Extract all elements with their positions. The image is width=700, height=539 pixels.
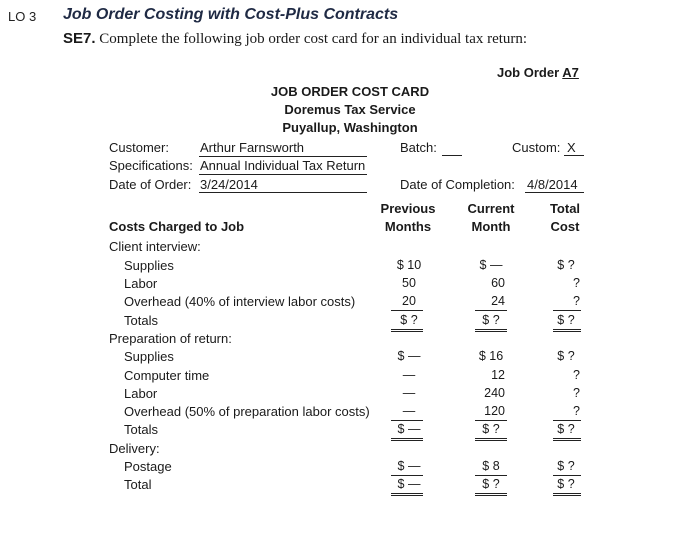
company-location: Puyallup, Washington [282, 120, 418, 135]
curr-cell: $ ? [482, 313, 500, 327]
row-label: Labor [124, 386, 158, 401]
prev-cell: 50 [402, 276, 416, 290]
customer-underline [199, 156, 367, 157]
prev-cell: — [402, 386, 416, 400]
total-cell: $ ? [557, 349, 575, 363]
exercise-instruction [63, 30, 527, 48]
curr-cell: 240 [484, 386, 505, 400]
total-cell: ? [573, 368, 580, 382]
total-cell: $ ? [557, 313, 575, 327]
total-cell: ? [573, 294, 580, 308]
card-title: JOB ORDER COST CARD [270, 84, 430, 99]
customer-label: Customer: [109, 140, 169, 155]
curr-cell: 60 [491, 276, 505, 290]
completion-label: Date of Completion: [400, 177, 515, 192]
curr-double-rule [475, 438, 507, 441]
row-label: Overhead (50% of preparation labor costs) [124, 404, 370, 419]
order-date-underline [199, 192, 367, 193]
curr-cell: 12 [491, 368, 505, 382]
prev-cell: — [402, 368, 416, 382]
customer-value: Arthur Farnsworth [200, 140, 305, 155]
order-date-label: Date of Order: [109, 177, 192, 192]
curr-double-rule [475, 493, 507, 496]
prev-cell: $ ? [400, 313, 418, 327]
job-order-number [497, 65, 579, 80]
costs-header: Costs Charged to Job [109, 219, 245, 234]
total-rule [553, 420, 581, 421]
completion-value: 4/8/2014 [527, 177, 578, 192]
section-client-interview: Client interview: [109, 239, 201, 254]
curr-cell: 120 [484, 404, 505, 418]
col-current-1: Current [467, 201, 515, 216]
prev-rule [391, 420, 423, 421]
row-label: Total [124, 477, 152, 492]
row-label: Supplies [124, 349, 174, 364]
total-cell: ? [573, 276, 580, 290]
instruction-text: Complete the following job order cost card for an individual tax return: [99, 31, 528, 47]
total-rule [553, 310, 581, 311]
curr-cell: $ 16 [478, 349, 504, 363]
curr-cell: $ ? [482, 422, 500, 436]
specs-value: Annual Individual Tax Return [200, 158, 366, 173]
total-double-rule [553, 493, 581, 496]
prev-double-rule [391, 329, 423, 332]
completion-underline [525, 192, 584, 193]
row-label: Totals [124, 313, 158, 328]
custom-value: X [567, 140, 576, 155]
job-order-value: A7 [562, 65, 579, 80]
curr-cell: $ 8 [482, 459, 500, 473]
total-cell: $ ? [557, 477, 575, 491]
row-label: Postage [124, 459, 172, 474]
prev-cell: — [402, 404, 416, 418]
curr-cell: $ ? [482, 477, 500, 491]
prev-cell: $ — [397, 477, 421, 491]
row-label: Computer time [124, 368, 210, 383]
section-preparation: Preparation of return: [109, 331, 232, 346]
order-date-value: 3/24/2014 [200, 177, 258, 192]
specs-underline [199, 174, 367, 175]
total-cell: $ ? [557, 459, 575, 473]
prev-cell: $ — [397, 349, 421, 363]
row-label: Labor [124, 276, 158, 291]
job-order-label: Job Order [497, 65, 560, 80]
prev-cell: 20 [402, 294, 416, 308]
total-double-rule [553, 329, 581, 332]
batch-label: Batch: [400, 140, 437, 155]
curr-double-rule [475, 329, 507, 332]
prev-cell: $ — [397, 422, 421, 436]
total-cell: $ ? [557, 258, 575, 272]
curr-rule [475, 310, 507, 311]
total-cell: ? [573, 386, 580, 400]
prev-cell: $ — [397, 459, 421, 473]
prev-cell: $ 10 [396, 258, 422, 272]
specs-label: Specifications: [109, 158, 193, 173]
custom-label: Custom: [512, 140, 561, 155]
total-cell: $ ? [557, 422, 575, 436]
batch-blank [442, 155, 462, 156]
section-heading: Job Order Costing with Cost-Plus Contracts [63, 6, 399, 23]
row-label: Overhead (40% of interview labor costs) [124, 294, 356, 309]
total-rule [553, 475, 581, 476]
total-cell: ? [573, 404, 580, 418]
prev-double-rule [391, 438, 423, 441]
total-double-rule [553, 438, 581, 441]
section-delivery: Delivery: [109, 441, 160, 456]
col-previous-2: Months [384, 219, 432, 234]
custom-underline [564, 155, 584, 156]
curr-rule [475, 475, 507, 476]
company-name: Doremus Tax Service [284, 102, 416, 117]
curr-cell: $ — [479, 258, 503, 272]
learning-objective-label: LO 3 [8, 9, 37, 24]
curr-cell: 24 [491, 294, 505, 308]
curr-rule [475, 420, 507, 421]
col-current-2: Month [471, 219, 511, 234]
exercise-number: SE7. [63, 30, 96, 47]
row-label: Supplies [124, 258, 174, 273]
prev-rule [391, 475, 423, 476]
row-label: Totals [124, 422, 158, 437]
prev-double-rule [391, 493, 423, 496]
col-previous-1: Previous [380, 201, 436, 216]
prev-rule [391, 310, 423, 311]
col-total-2: Cost [550, 219, 580, 234]
col-total-1: Total [549, 201, 581, 216]
